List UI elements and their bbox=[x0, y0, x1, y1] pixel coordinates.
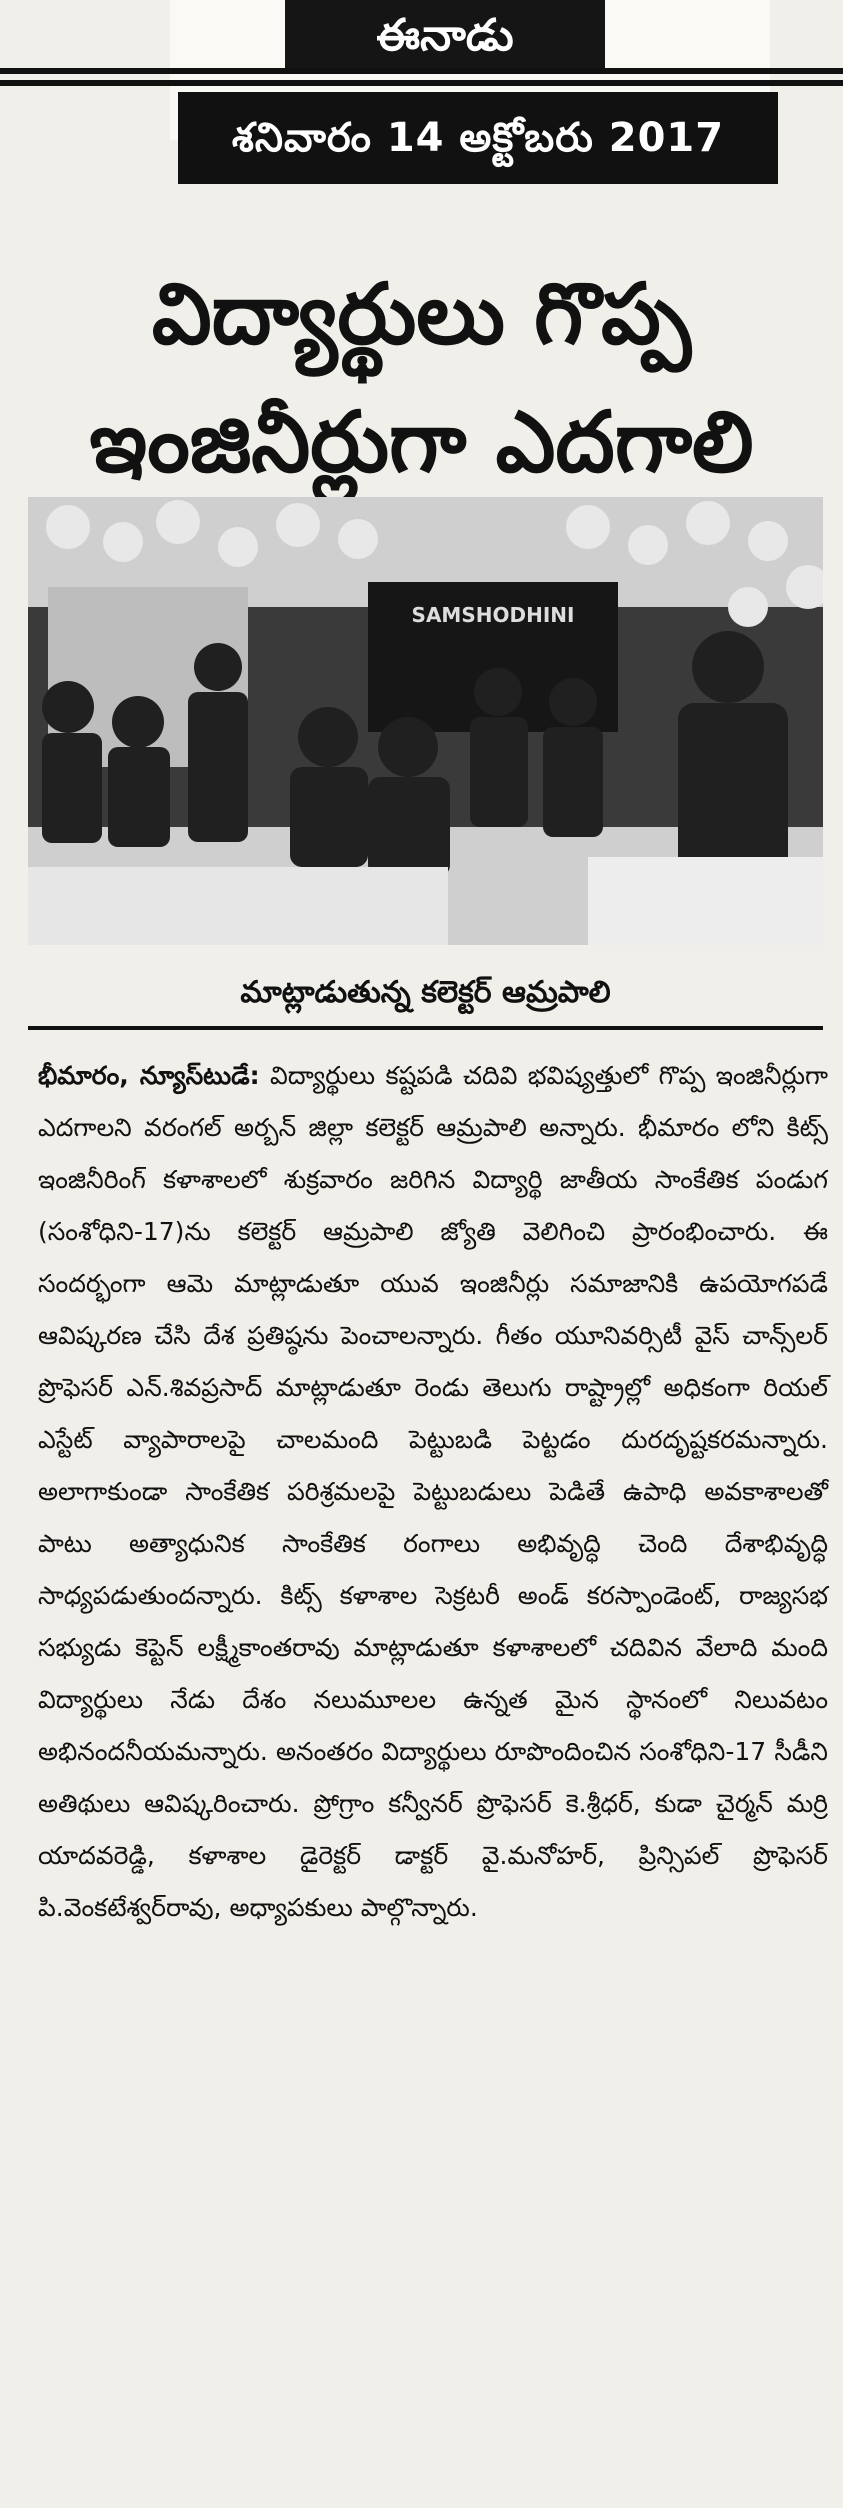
issue-date: శనివారం 14 అక్టోబరు 2017 bbox=[178, 92, 778, 184]
article-text: విద్యార్థులు కష్టపడి చదివి భవిష్యత్తులో గొప్ప ఇంజినీర్లుగా ఎదగాలని వరంగల్ అర్బన్ జిల్లా కలెక్టర్ ఆమ్రపాలి అన్నారు. భీమారం లోని కిట్స్ ఇంజినీరింగ్ కళాశాలలో శుక్రవారం జరిగిన విద్యార్థి జాతీయ సాంకేతిక పండుగ (సంశోధిని-17)ను కలెక్టర్ ఆమ్రపాలి జ్యోతి వెలిగించి ప్రారంభించారు. ఈ సందర్భంగా ఆమె మాట్లాడుతూ యువ ఇంజినీర్లు సమాజానికి ఉపయోగపడే ఆవిష్కరణ చేసి దేశ ప్రతిష్ఠను పెంచాలన్నారు. గీతం యూనివర్సిటీ వైస్ చాన్స్‌లర్ ప్రొఫెసర్ ఎన్.శివప్రసాద్ మాట్లాడుతూ రెండు తెలుగు రాష్ట్రాల్లో అధికంగా రియల్ ఎస్టేట్ వ్యాపారాలపై చాలమంది పెట్టుబడి పెట్టడం దురదృష్టకరమన్నారు. అలాగాకుండా సాంకేతిక పరిశ్రమలపై పెట్టుబడులు పెడితే ఉపాధి అవకాశాలతో పాటు అత్యాధునిక సాంకేతిక రంగాలు అభివృద్ధి చెంది దేశాభివృద్ధి సాధ్యపడుతుందన్నారు. కిట్స్ కళాశాల సెక్రటరీ అండ్ కరస్పాండెంట్, రాజ్యసభ సభ్యుడు కెప్టెన్ లక్ష్మీకాంతరావు మాట్లాడుతూ కళాశాలలో చదివిన వేలాది మంది విద్యార్థులు నేడు దేశం నలుమూలల ఉన్నత మైన స్థానంలో నిలువటం అభినందనీయమన్నారు. అనంతరం విద్యార్థులు రూపొందించిన సంశోధిని-17 సీడీని అతిథులు ఆవిష్కరించారు. ప్రోగ్రాం కన్వీనర్ ప్రొఫెసర్ కె.శ్రీధర్, కుడా చైర్మన్ మర్రి యాదవరెడ్డి, కళాశాల డైరెక్టర్ డాక్టర్ వై.మనోహర్, ప్రిన్సిపల్ ప్రొఫెసర్ పి.వెంకటేశ్వర్‌రావు, అధ్యాపకులు పాల్గొన్నారు. bbox=[38, 1061, 828, 1922]
masthead-rule-bottom bbox=[0, 80, 843, 86]
masthead-rule-top bbox=[0, 68, 843, 74]
photo-banner-text: SAMSHODHINI bbox=[411, 603, 575, 627]
newspaper-name: ఈనాడు bbox=[285, 0, 605, 72]
article-dateline: భీమారం, న్యూస్‌టుడే: bbox=[38, 1061, 260, 1090]
photo-caption: మాట్లాడుతున్న కలెక్టర్ ఆమ్రపాలి bbox=[28, 960, 823, 1030]
article-body bbox=[38, 1050, 828, 1934]
headline: విద్యార్థులు గొప్ప ఇంజినీర్లుగా ఎదగాలి bbox=[89, 265, 754, 491]
event-photo bbox=[28, 497, 823, 945]
event-photo-illustration bbox=[28, 497, 823, 945]
